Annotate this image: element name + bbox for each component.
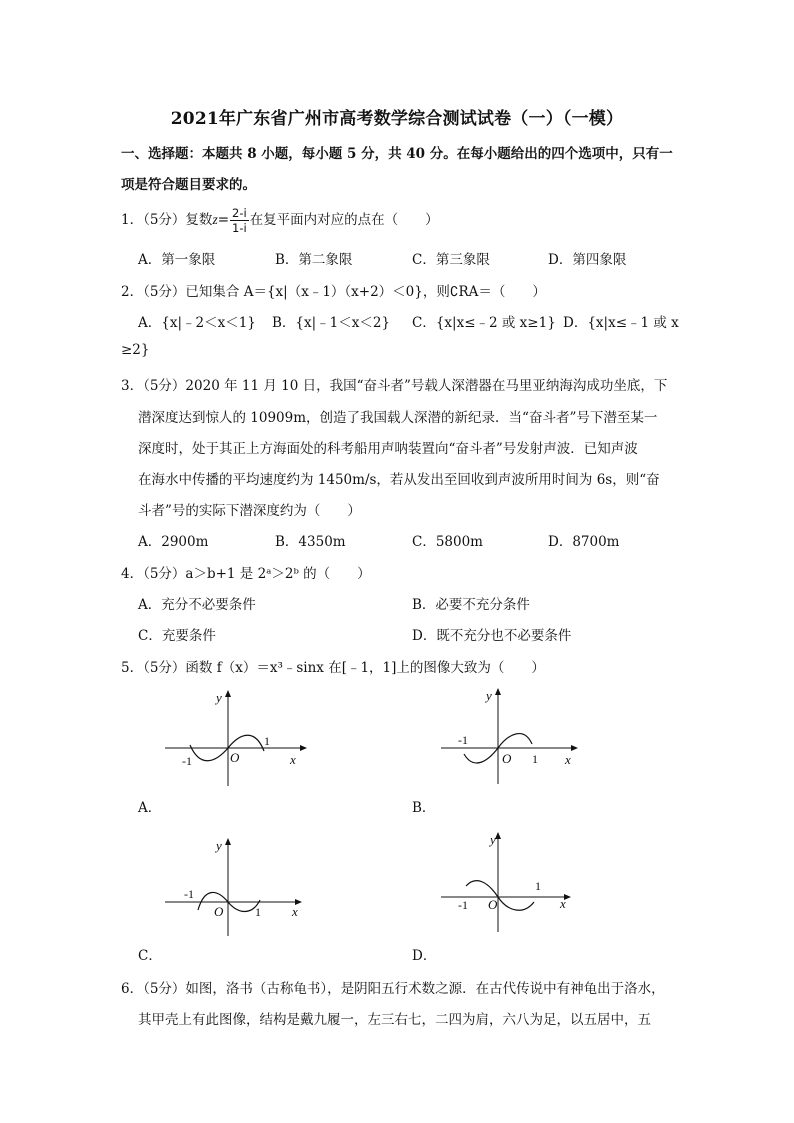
q5-d-origin-label: O: [488, 897, 498, 912]
q2-option-d: D．{x|x≤﹣1 或 x: [563, 315, 679, 331]
q5-c-neg-one-label: -1: [184, 887, 194, 901]
q5-a-x-label: x: [290, 752, 296, 767]
q5-graph-c: [160, 834, 310, 938]
section-heading: [121, 139, 683, 201]
q5-option-d-label: D．: [412, 948, 437, 964]
q1-frac-num: 2-i: [232, 206, 247, 220]
section-heading-line2: 项是符合题目要求的。: [121, 177, 256, 193]
q2-option-b: B．{x|﹣1＜x＜2}: [272, 315, 391, 331]
q1-var: z: [212, 212, 218, 227]
question-3-line-3: 深度时，处于其正上方海面处的科考船用声呐装置向“奋斗者”号发射声波．已知声波: [138, 441, 638, 457]
q5-b-one-label: 1: [532, 752, 538, 766]
q5-a-y-label: y: [216, 690, 222, 705]
q3-option-b: B．4350m: [275, 534, 346, 550]
q4-option-d: D．既不充分也不必要条件: [412, 628, 572, 644]
q5-option-b-label: B．: [412, 800, 436, 816]
q1-suffix: 在复平面内对应的点在（ ）: [249, 212, 439, 228]
q5-option-c-label: C．: [138, 948, 162, 964]
q2-option-d-cont: ≥2}: [121, 342, 150, 358]
q5-d-y-label: y: [490, 832, 496, 847]
q1-option-d: D．第四象限: [548, 252, 627, 268]
q5-b-x-label: x: [565, 752, 571, 767]
q1-fraction: [230, 206, 249, 235]
q2-option-c: C．{x|x≤﹣2 或 x≥1}: [412, 315, 556, 331]
q5-c-origin-label: O: [214, 904, 224, 919]
q4-option-b: B．必要不充分条件: [412, 597, 530, 613]
question-6-line-1: 6．（5分）如图，洛书（古称龟书），是阴阳五行术数之源．在古代传说中有神龟出于洛水，: [121, 981, 665, 997]
q2-option-a: A．{x|﹣2＜x＜1}: [138, 315, 256, 331]
q4-option-c: C．充要条件: [138, 628, 216, 644]
question-3-line-2: 潜深度达到惊人的 10909m，创造了我国载人深潜的新纪录．当“奋斗者”号下潜至某一: [138, 410, 658, 426]
q3-option-a: A．2900m: [138, 534, 209, 550]
question-4: 4．（5分）a＞b+1 是 2ᵃ＞2ᵇ 的（ ）: [121, 566, 371, 582]
q1-prefix: 1．（5分）复数: [121, 212, 213, 228]
q5-b-y-label: y: [486, 688, 492, 703]
q3-option-d: D．8700m: [548, 534, 620, 550]
q5-b-origin-label: O: [502, 751, 512, 766]
q5-graph-d: [436, 830, 586, 934]
q5-c-x-label: x: [292, 904, 298, 919]
q5-d-x-label: x: [560, 896, 566, 911]
question-3-line-1: 3．（5分）2020 年 11 月 10 日，我国“奋斗者”号载人深潜器在马里亚纳海沟成功坐底，下: [121, 378, 668, 394]
q5-option-a-label: A．: [138, 800, 162, 816]
q5-c-y-label: y: [216, 838, 222, 853]
q5-c-one-label: 1: [255, 905, 261, 919]
q5-d-neg-one-label: -1: [458, 898, 468, 912]
q5-b-neg-one-label: -1: [458, 733, 468, 747]
q5-a-origin-label: O: [230, 750, 240, 765]
q5-graph-a: [160, 688, 310, 788]
q1-option-b: B．第二象限: [275, 252, 353, 268]
question-6-line-2: 其甲壳上有此图像，结构是戴九履一，左三右七，二四为肩，六八为足，以五居中，五: [138, 1012, 651, 1028]
q5-d-one-label: 1: [535, 879, 541, 893]
q1-option-c: C．第三象限: [412, 252, 490, 268]
q5-a-one-label: 1: [264, 734, 270, 748]
q3-option-c: C．5800m: [412, 534, 483, 550]
q1-option-a: A．第一象限: [138, 252, 216, 268]
question-3-line-5: 斗者”号的实际下潜深度约为（ ）: [138, 503, 361, 519]
question-3-line-4: 在海水中传播的平均速度约为 1450m/s，若从发出至回收到声波所用时间为 6s，则“奋: [138, 472, 660, 488]
question-1: [121, 206, 439, 235]
q5-graph-b: [436, 686, 586, 786]
question-2: 2．（5分）已知集合 A＝{x|（x﹣1）（x+2）＜0}，则∁RA＝（ ）: [121, 284, 546, 300]
question-5: 5．（5分）函数 f（x）＝x³﹣sinx 在[﹣1，1]上的图像大致为（ ）: [121, 660, 545, 676]
q1-frac-den: 1-i: [232, 221, 247, 235]
q5-a-neg-one-label: -1: [182, 754, 192, 768]
exam-title: 2021年广东省广州市高考数学综合测试试卷（一）（一模）: [170, 109, 624, 129]
q4-option-a: A．充分不必要条件: [138, 597, 256, 613]
q1-eq: =: [217, 212, 230, 228]
section-heading-line1: 一、选择题：本题共 8 小题，每小题 5 分，共 40 分。在每小题给出的四个选项中，只有一: [121, 146, 673, 162]
